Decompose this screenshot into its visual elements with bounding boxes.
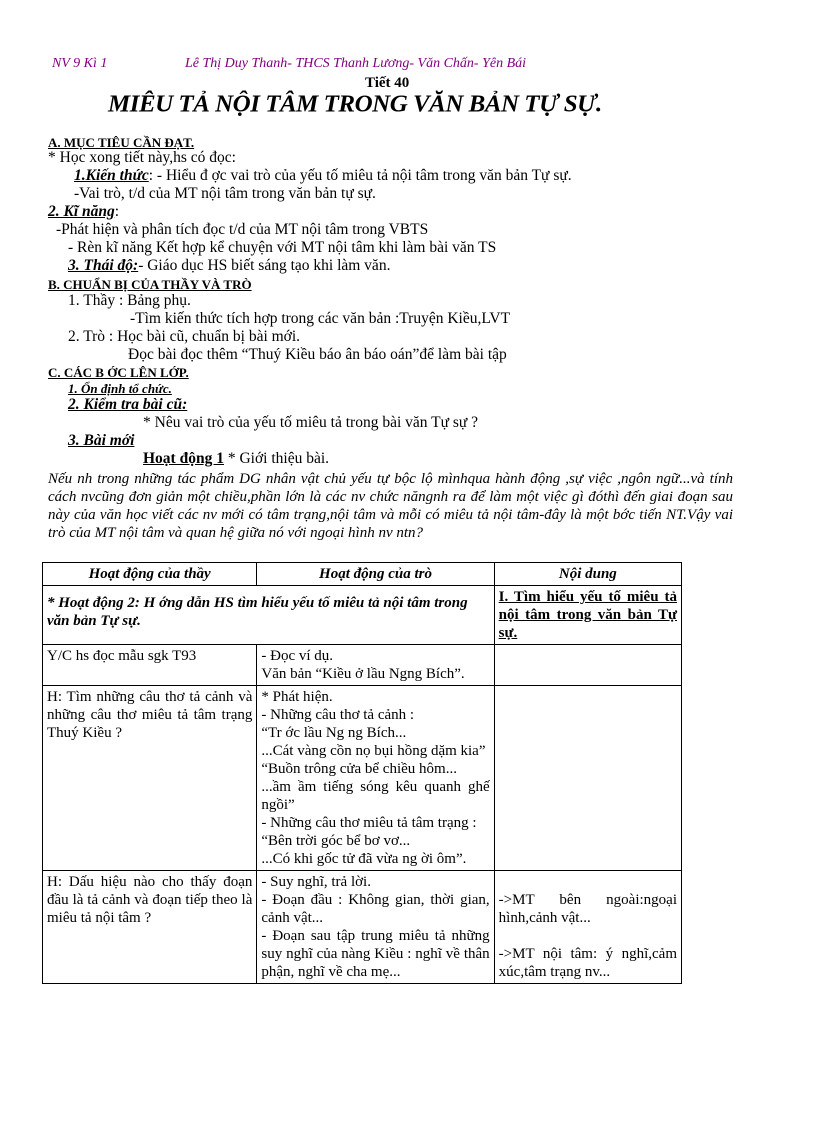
row2-student-line: ...ầm ầm tiếng sóng kêu quanh ghế ngồi” xyxy=(261,779,490,813)
row2-student-line: ...Có khi gốc tử đã vừa ng ời ôm”. xyxy=(261,851,467,867)
row2-student-line: - Những câu thơ tả cảnh : xyxy=(261,707,415,723)
header-teacher: Hoạt động của thầy xyxy=(43,563,257,586)
row3-student-line: - Đoạn đầu : Không gian, thời gian, cảnh vật... xyxy=(261,892,490,926)
knowledge-line xyxy=(74,167,572,185)
header-left: NV 9 Kì 1 xyxy=(52,56,108,71)
activity-2-cell: * Hoạt động 2: H ớng dẫn HS tìm hiểu yếu tố miêu tả nội tâm trong văn bản Tự sự. xyxy=(43,586,495,645)
row3-teacher: H: Dấu hiệu nào cho thấy đoạn đầu là tả cảnh và đoạn tiếp theo là miêu tả nội tâm ? xyxy=(43,871,257,984)
row1-student-line: Văn bản “Kiều ở lầu Ngng Bích”. xyxy=(261,666,465,682)
header-right: Lê Thị Duy Thanh- THCS Thanh Lương- Văn Chấn- Yên Bái xyxy=(185,56,527,71)
row2-student-line: “Buồn trông cửa bể chiều hôm... xyxy=(261,761,457,777)
row2-teacher: H: Tìm những câu thơ tả cảnh và những câu thơ miêu tả tâm trạng Thuý Kiều ? xyxy=(43,686,257,871)
page-title: MIÊU TẢ NỘI TÂM TRONG VĂN BẢN TỰ SỰ. xyxy=(108,91,602,118)
header-content: Nội dung xyxy=(494,563,681,586)
student-prep-1: 2. Trò : Học bài cũ, chuẩn bị bài mới. xyxy=(68,328,301,345)
attitude-text: - Giáo dục HS biết sáng tạo khi làm văn. xyxy=(138,257,391,274)
step-2: 2. Kiểm tra bài cũ: xyxy=(68,396,188,413)
activity-1-line xyxy=(143,450,329,468)
row2-content xyxy=(494,686,681,871)
row3-student xyxy=(257,871,494,984)
section-a-heading: A. MỤC TIÊU CẦN ĐẠT. xyxy=(48,135,195,150)
attitude-label: 3. Thái độ: xyxy=(68,257,139,274)
step-3: 3. Bài mới xyxy=(68,432,135,449)
student-prep-2: Đọc bài đọc thêm “Thuý Kiều báo ân báo oán”để làm bài tập xyxy=(128,346,507,363)
row2-student-line: ...Cát vàng cồn nọ bụi hồng dặm kia” xyxy=(261,743,486,759)
row2-student-line: “Tr ớc lầu Ng ng Bích... xyxy=(261,725,407,741)
row2-student-line: “Bên trời góc bể bơ vơ... xyxy=(261,833,411,849)
row3-content-line: ->MT bên ngoài:ngoại hình,cảnh vật... xyxy=(498,892,677,926)
section-a-intro: * Học xong tiết này,hs có đọc: xyxy=(48,149,236,166)
activity-1-text: * Giới thiệu bài. xyxy=(223,450,330,467)
row2-student-line: - Những câu thơ miêu tả tâm trạng : xyxy=(261,815,477,831)
teacher-prep-2: -Tìm kiến thức tích hợp trong các văn bản :Truyện Kiều,LVT xyxy=(130,310,511,327)
skills-colon: : xyxy=(114,203,120,220)
row1-teacher: Y/C hs đọc mẫu sgk T93 xyxy=(43,645,257,686)
section-c-heading: C. CÁC B ỚC LÊN LỚP. xyxy=(48,365,189,380)
step-1: 1. Ổn định tổ chức. xyxy=(68,381,172,396)
row1-content xyxy=(494,645,681,686)
section-b-heading: B. CHUẨN BỊ CỦA THẦY VÀ TRÒ xyxy=(48,277,252,292)
table-row xyxy=(43,686,682,871)
table-row xyxy=(43,645,682,686)
skills-heading-line xyxy=(48,203,119,221)
teacher-prep-1: 1. Thầy : Bảng phụ. xyxy=(68,292,191,309)
activity-1-label: Hoạt động 1 xyxy=(143,450,224,467)
table-row xyxy=(43,871,682,984)
table-header-row xyxy=(43,563,682,586)
section-1-heading: I. Tìm hiểu yếu tố miêu tả nội tâm trong văn bản Tự sự. xyxy=(494,586,681,645)
skills-text-1: -Phát hiện và phân tích đọc t/d của MT nội tâm trong VBTS xyxy=(56,221,429,238)
row3-content xyxy=(494,871,681,984)
lesson-table xyxy=(42,562,682,984)
table-row xyxy=(43,586,682,645)
row2-student-line: * Phát hiện. xyxy=(261,689,333,705)
row3-student-line: - Đoạn sau tập trung miêu tả những suy nghĩ của nàng Kiều : nghĩ về thân phận, nghĩ về cha mẹ... xyxy=(261,928,490,980)
skills-text-2: - Rèn kĩ năng Kết hợp kể chuyện với MT nội tâm khi làm bài văn TS xyxy=(68,239,497,256)
skills-label: 2. Kĩ năng xyxy=(48,203,115,220)
attitude-line xyxy=(68,257,390,275)
review-question: * Nêu vai trò của yếu tố miêu tả trong bài văn Tự sự ? xyxy=(143,414,479,431)
row3-student-line: - Suy nghĩ, trả lời. xyxy=(261,874,371,890)
row3-content-line: ->MT nội tâm: ý nghĩ,cảm xúc,tâm trạng nv... xyxy=(498,946,677,980)
knowledge-text-2: -Vai trò, t/d của MT nội tâm trong văn bản tự sự. xyxy=(74,185,376,202)
knowledge-label: 1.Kiến thức xyxy=(74,167,149,184)
header-student: Hoạt động của trò xyxy=(257,563,494,586)
row1-student-line: - Đọc ví dụ. xyxy=(261,648,334,664)
lesson-intro-paragraph: Nếu nh trong những tác phẩm DG nhân vật chủ yếu tự bộc lộ mìnhqua hành động ,sự việc ,ngôn ngữ...và tính cách nvcũng đơn giản một chiều,phần lớn là các nv chức năngnh ra để làm một việc gì đóthì đến giai đoạn sau này của văn học viết các nv mới có tâm trạng,nội tâm và mỗi có miêu tả nội tâm-đây là một bớc tiến NT.Vậy vai trò của MT nội tâm và quan hệ giữa nó với ngoại hình nv ntn? xyxy=(48,471,733,541)
row1-student xyxy=(257,645,494,686)
lesson-number: Tiết 40 xyxy=(365,75,410,91)
knowledge-text: : - Hiểu đ ợc vai trò của yếu tố miêu tả nội tâm trong văn bản Tự sự. xyxy=(148,167,572,184)
row2-student xyxy=(257,686,494,871)
